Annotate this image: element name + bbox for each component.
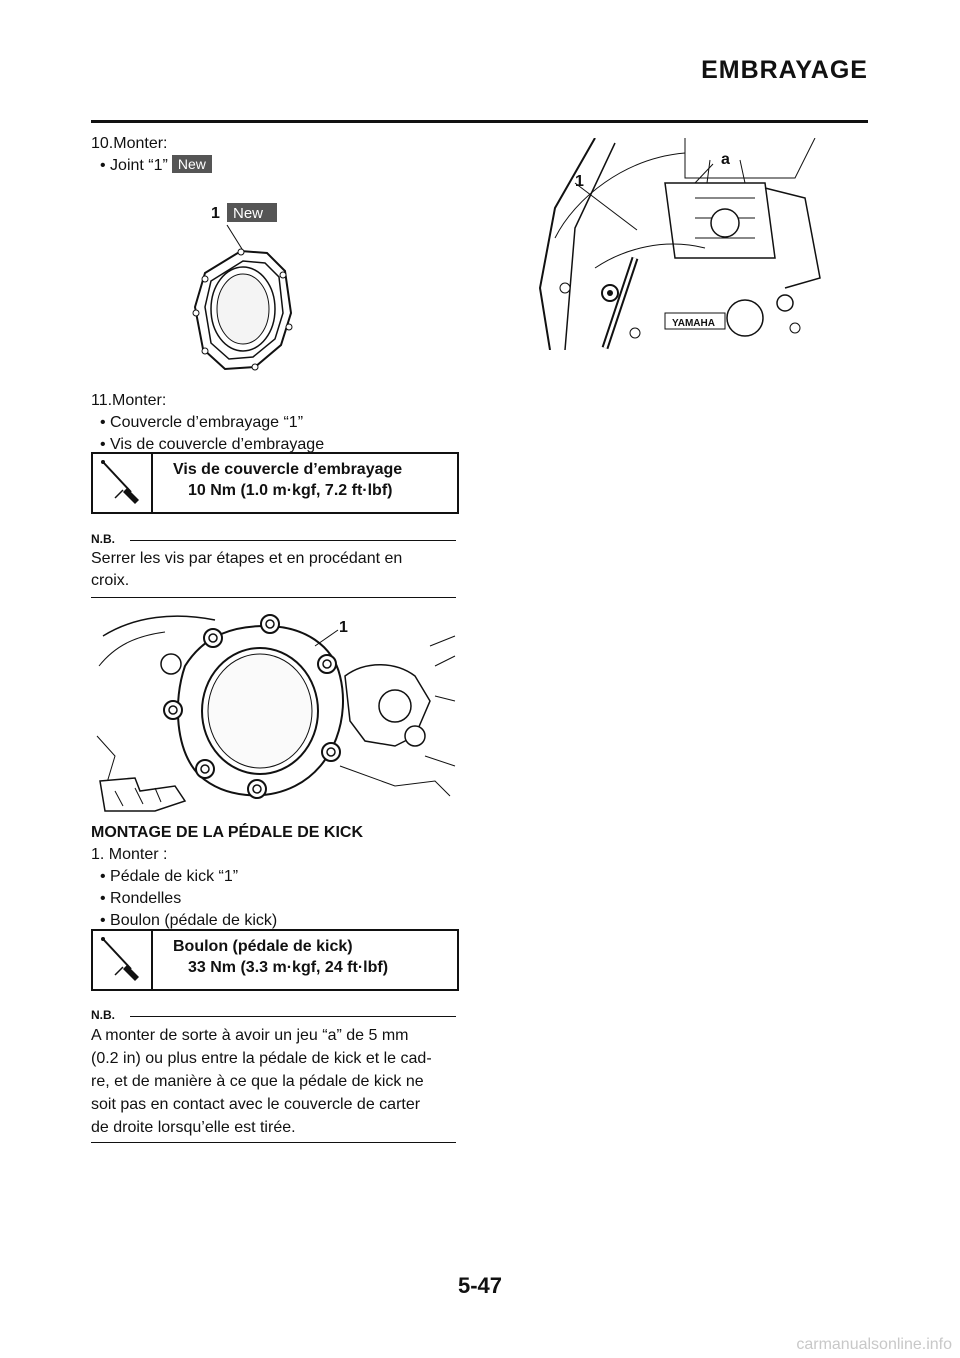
torque-spec-text bbox=[173, 459, 402, 501]
nb1-rule-top bbox=[130, 540, 456, 541]
step11-title: 11.Monter: bbox=[91, 392, 167, 409]
torque-spec-box bbox=[91, 452, 459, 514]
nb2-line2: (0.2 in) ou plus entre la pédale de kick et le cad- bbox=[91, 1050, 432, 1067]
kick-bullet1: • Pédale de kick “1” bbox=[100, 868, 239, 885]
page-title: EMBRAYAGE bbox=[701, 56, 868, 84]
nb1-label: N.B. bbox=[91, 532, 115, 546]
spec1-line1: Vis de couvercle d’embrayage bbox=[173, 461, 403, 478]
page-number: 5-47 bbox=[457, 1273, 503, 1298]
nb2-line1: A monter de sorte à avoir un jeu “a” de 5 mm bbox=[91, 1027, 409, 1044]
spec1-line2: 10 Nm (1.0 m·kgf, 7.2 ft·lbf) bbox=[188, 482, 393, 499]
nb1-line2: croix. bbox=[91, 572, 130, 589]
torque-icon-cell-2 bbox=[93, 931, 153, 989]
nb2-label: N.B. bbox=[91, 1008, 115, 1022]
kick-bullet2: • Rondelles bbox=[100, 890, 182, 907]
nb1-rule-bottom bbox=[91, 597, 456, 598]
kick-bullet3: • Boulon (pédale de kick) bbox=[100, 912, 278, 929]
step11-bullet2: • Vis de couvercle d’embrayage bbox=[100, 436, 325, 453]
torque-wrench-icon bbox=[93, 454, 151, 512]
kick-pedal-figure bbox=[535, 138, 830, 350]
fig1-badge: New bbox=[233, 205, 264, 222]
spec2-line1: Boulon (pédale de kick) bbox=[173, 938, 353, 955]
step11-bullet1: • Couvercle d’embrayage “1” bbox=[100, 414, 304, 431]
kick-step1: 1. Monter : bbox=[91, 846, 168, 863]
nb2-rule-top bbox=[130, 1016, 456, 1017]
header-rule bbox=[91, 120, 868, 123]
torque-icon-cell bbox=[93, 454, 153, 512]
section-title: MONTAGE DE LA PÉDALE DE KICK bbox=[91, 824, 364, 841]
nb2-line5: de droite lorsqu’elle est tirée. bbox=[91, 1119, 296, 1136]
clutch-cover-figure bbox=[95, 606, 457, 814]
fig2-callout: 1 bbox=[339, 619, 348, 636]
gasket-figure bbox=[185, 195, 315, 385]
step10-title: 10.Monter: bbox=[91, 135, 168, 152]
spec2-line2: 33 Nm (3.3 m·kgf, 24 ft·lbf) bbox=[188, 959, 389, 976]
nb1-line1: Serrer les vis par étapes et en procédant en bbox=[91, 550, 403, 567]
torque-spec-text-2 bbox=[173, 936, 388, 978]
fig3-brand: YAMAHA bbox=[672, 318, 715, 329]
nb2-line4: soit pas en contact avec le couvercle de carter bbox=[91, 1096, 421, 1113]
fig3-callout-1: 1 bbox=[575, 173, 584, 190]
torque-spec-box-2 bbox=[91, 929, 459, 991]
fig3-callout-a: a bbox=[721, 151, 730, 168]
step10-bullet bbox=[100, 155, 212, 177]
new-badge: New bbox=[172, 155, 212, 173]
watermark: carmanualsonline.info bbox=[796, 1336, 952, 1353]
nb2-line3: re, et de manière à ce que la pédale de kick ne bbox=[91, 1073, 424, 1090]
fig1-callout: 1 bbox=[211, 205, 220, 222]
step10-bullet-text: • Joint “1” bbox=[100, 157, 168, 174]
nb2-rule-bottom bbox=[91, 1142, 456, 1143]
torque-wrench-icon bbox=[93, 931, 151, 989]
